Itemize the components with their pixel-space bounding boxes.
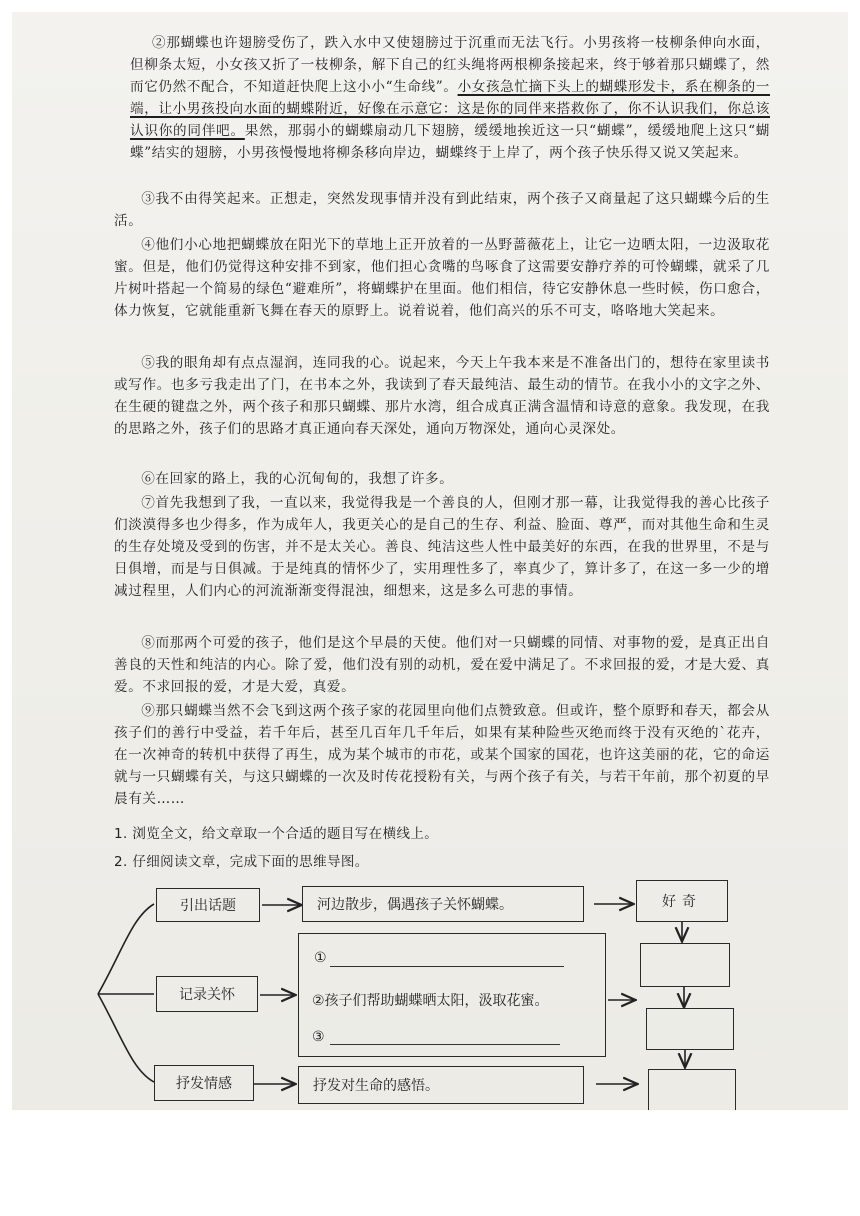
paragraph-4: ④他们小心地把蝴蝶放在阳光下的草地上正开放着的一丛野蔷薇花上，让它一边晒太阳，一边汲取花蜜。但是，他们仍觉得这种安排不到家，他们担心贪嘴的鸟啄食了这需要安静疗养的可怜蝴蝶，就采了几片树叶搭起一个简易的绿色“避难所”，将蝴蝶护在里面。他们相信，待它安静休息一些时候，伤口愈合，体力恢复，它就能重新飞舞在春天的原野上。说着说着，他们高兴的乐不可支，咯咯地大笑起来。 [114, 237, 770, 320]
paragraph-6: ⑥在回家的路上，我的心沉甸甸的，我想了许多。 [141, 471, 454, 487]
category-emotion-label: 抒发情感 [176, 1076, 232, 1092]
question-2: 2. 仔细阅读文章，完成下面的思维导图。 [114, 854, 369, 870]
paragraph-3: ③我不由得笑起来。正想走，突然发现事情并没有到此结束，两个孩子又商量起了这只蝴蝶今后的生活。 [114, 191, 770, 230]
content-row-1-text: 河边散步，偶遇孩子关怀蝴蝶。 [317, 897, 513, 913]
paragraph-5: ⑤我的眼角却有点点湿润，连同我的心。说起来，今天上午我本来是不准备出门的，想待在家里读书或写作。也多亏我走出了门，在书本之外，我读到了春天最纯洁、最生动的情节。在我小小的文字之外、在生硬的键盘之外，两个孩子和那只蝴蝶、那片水湾，组合成真正满含温情和诗意的意象。我发现，在我的思路之外，孩子们的思路才真正通向春天深处，通向万物深处，通向心灵深处。 [114, 355, 770, 438]
category-intro-label: 引出话题 [180, 898, 236, 914]
content-row-2-item-2: ②孩子们帮助蝴蝶晒太阳，汲取花蜜。 [312, 993, 549, 1009]
paragraph-8: ⑧而那两个可爱的孩子，他们是这个早晨的天使。他们对一只蝴蝶的同情、对事物的爱，是真正出自善良的天性和纯洁的内心。除了爱，他们没有别的动机，爱在爱中满足了。不求回报的爱，才是大爱、真爱。不求回报的爱，才是大爱，真爱。 [114, 635, 770, 696]
blank-line-3[interactable] [330, 1044, 560, 1045]
content-row-2-item-1: ① [314, 950, 327, 966]
question-1: 1. 浏览全文，给文章取一个合适的题目写在横线上。 [114, 826, 439, 842]
paragraph-9: ⑨那只蝴蝶当然不会飞到这两个孩子家的花园里向他们点赞致意。但或许，整个原野和春天，都会从孩子们的善行中受益，若千年后，甚至几百年几千年后，如果有某种险些灭绝而终于没有灭绝的`花卉，在一次神奇的转机中获得了再生，成为某个城市的市花，或某个国家的国花，也许这美丽的花，它的命运就与一只蝴蝶有关，与这只蝴蝶的一次及时传花授粉有关，与两个孩子有关，与若干年前，那个初夏的早晨有关…… [114, 703, 770, 808]
feeling-box-3[interactable] [646, 1008, 734, 1050]
feeling-box-2[interactable] [640, 943, 730, 987]
feeling-box-4[interactable] [648, 1069, 736, 1110]
content-row-1 [302, 886, 584, 922]
feeling-box-1 [636, 880, 728, 922]
content-row-3 [298, 1066, 584, 1104]
content-row-2-item-3: ③ [312, 1029, 325, 1045]
category-care-label: 记录关怀 [179, 987, 235, 1003]
document-photo [12, 12, 848, 1110]
feeling-box-1-text: 好奇 [662, 894, 702, 910]
paragraph-2-highlight: 小女孩急忙摘下头上的蝴蝶形发卡，系在柳条的一端，让小男孩投向水面的蝴蝶附近，好像在示意它：这是你的同伴来搭救你了，你不认识我们，你总该认识你的同伴吧。 [130, 79, 770, 140]
paragraph-2-post: 果然，那弱小的蝴蝶扇动几下翅膀，缓缓地挨近这一只“蝴蝶”，缓缓地爬上这只“蝴蝶”结实的翅膀，小男孩慢慢地将柳条移向岸边，蝴蝶终于上岸了，两个孩子快乐得又说又笑起来。 [130, 123, 770, 162]
category-care [156, 976, 258, 1012]
bracket-line-top [98, 904, 154, 994]
paragraph-2-pre: ②那蝴蝶也许翅膀受伤了，跌入水中又使翅膀过于沉重而无法飞行。小男孩将一枝柳条伸向水面，但柳条太短，小女孩又折了一枝柳条，解下自己的红头绳将两根柳条接起来，终于够着那只蝴蝶了，然而它仍然不配合，不知道赶快爬上这小小“生命线”。 [130, 35, 770, 96]
content-row-3-text: 抒发对生命的感悟。 [313, 1078, 439, 1094]
blank-line-1[interactable] [330, 966, 564, 967]
paragraph-7: ⑦首先我想到了我，一直以来，我觉得我是一个善良的人，但刚才那一幕，让我觉得我的善心比孩子们淡漠得多也少得多，作为成年人，我更关心的是自己的生存、利益、脸面、尊严，而对其他生命和生灵的生存处境及受到的伤害，并不是太关心。善良、纯洁这些人性中最美好的东西，在我的世界里，不是与日俱增，而是与日俱减。于是纯真的情怀少了，实用理性多了，率真少了，算计多了，在这一多一少的增减过程里，人们内心的河流渐渐变得混浊，细想来，这是多么可悲的事情。 [114, 495, 770, 600]
category-intro [156, 888, 260, 922]
bracket-line-bottom [98, 994, 154, 1082]
category-emotion [154, 1065, 254, 1101]
